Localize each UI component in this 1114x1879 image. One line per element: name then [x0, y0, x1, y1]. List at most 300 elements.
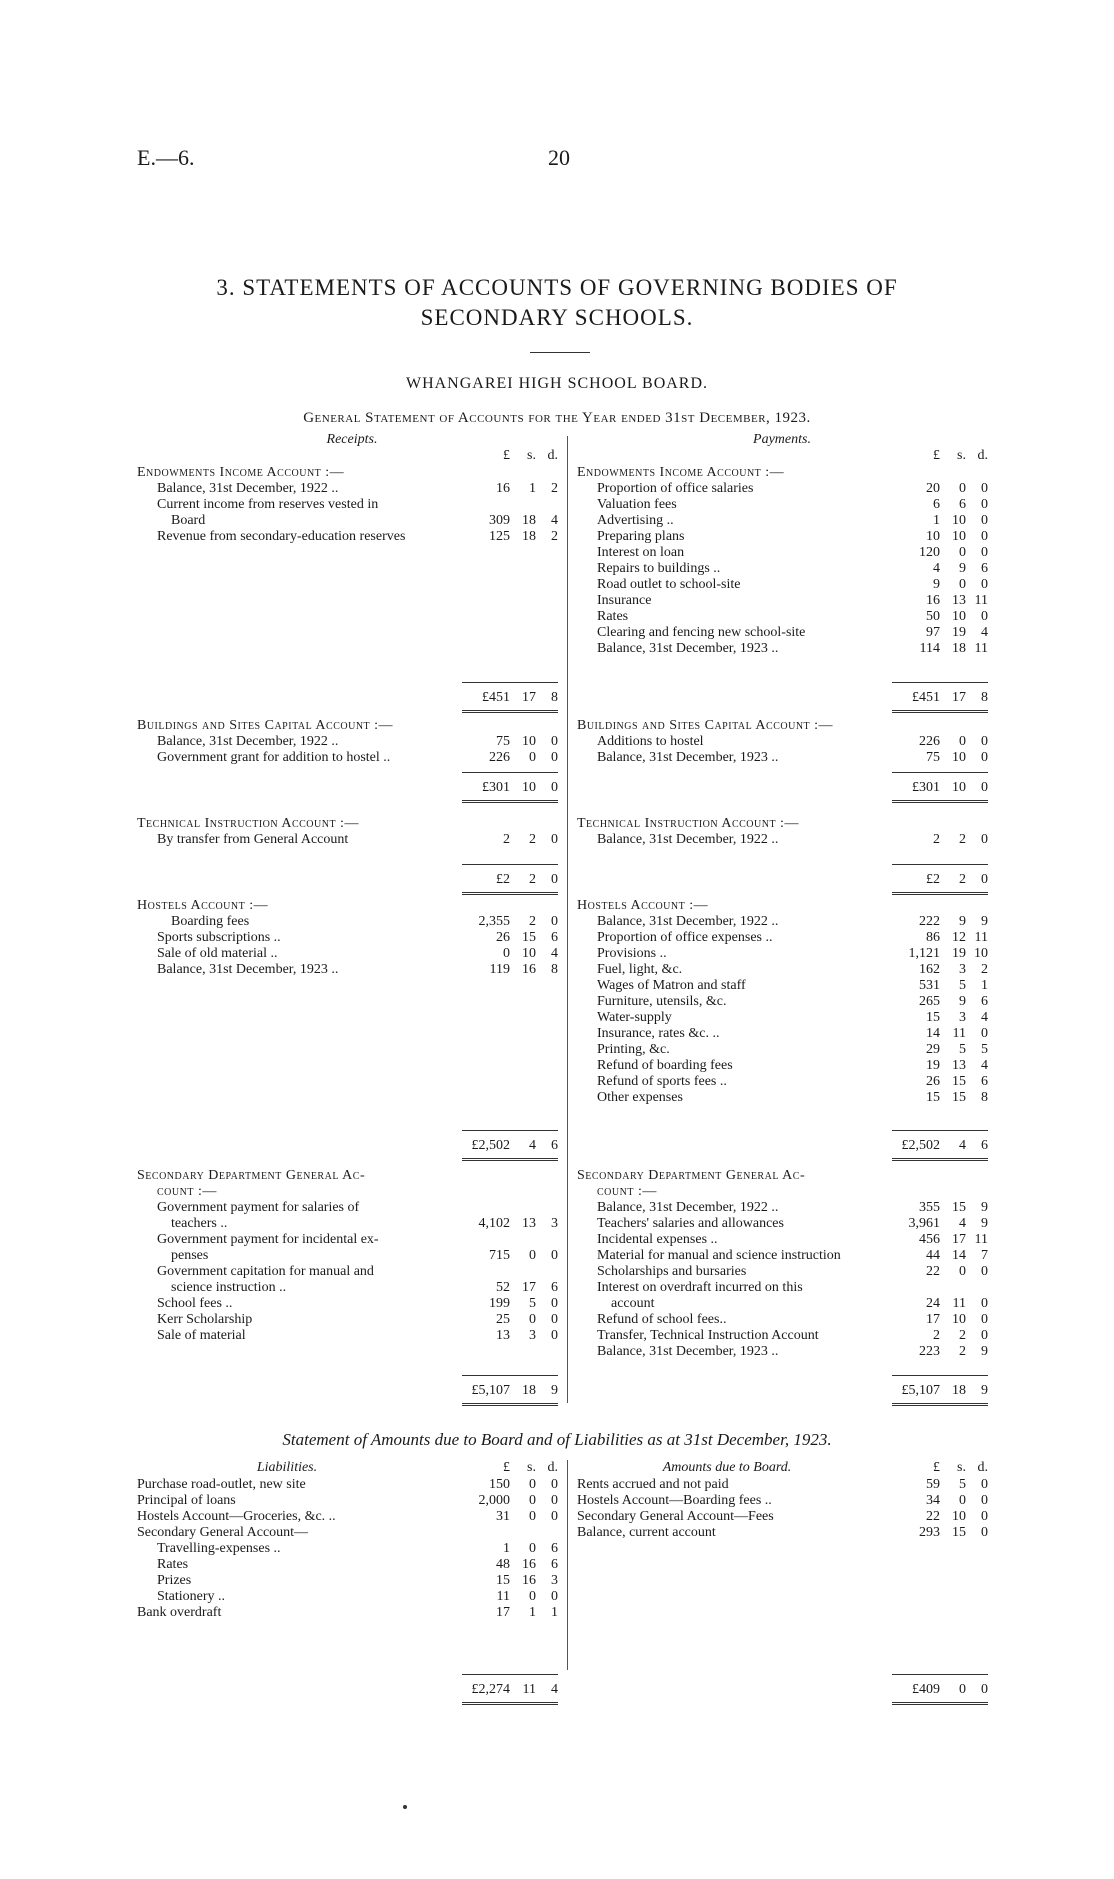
- shillings-value: 17: [522, 1280, 536, 1295]
- pounds-value: 25: [496, 1312, 510, 1327]
- pence-value: 4: [981, 1058, 988, 1073]
- pounds-value: 75: [496, 734, 510, 749]
- pence-value: 0: [981, 1296, 988, 1311]
- total-double-rule: [462, 892, 558, 895]
- pence-value: 9: [981, 1200, 988, 1215]
- pounds-value: 4,102: [478, 1216, 510, 1231]
- pounds-value: 22: [926, 1509, 940, 1524]
- amounts_due-total: [892, 1682, 988, 1698]
- account-row: [577, 930, 987, 946]
- shillings-value: 15: [952, 1074, 966, 1089]
- shillings-value: 0: [529, 1509, 536, 1524]
- shillings-value: 0: [959, 1493, 966, 1508]
- pounds-value: 52: [496, 1280, 510, 1295]
- pence-value: 11: [974, 641, 988, 656]
- shillings-value: 0: [529, 1589, 536, 1604]
- pence-value: 0: [981, 1026, 988, 1041]
- section-title: Buildings and Sites Capital Account :—: [137, 718, 394, 733]
- pence-value: 0: [981, 1264, 988, 1279]
- pence-value: 2: [551, 529, 558, 544]
- account-row: [137, 1216, 557, 1232]
- pounds-value: 86: [926, 930, 940, 945]
- pence-value: 0: [551, 1589, 558, 1604]
- row-label: Stationery ..: [157, 1589, 226, 1604]
- total-double-rule: [892, 1702, 988, 1705]
- pence-value: 0: [981, 1312, 988, 1327]
- pounds-value: 22: [926, 1264, 940, 1279]
- amounts-due-heading: Amounts due to Board.: [662, 1460, 792, 1475]
- pence-value: 9: [551, 1383, 558, 1398]
- pounds-value: 265: [919, 994, 940, 1009]
- receipts-section-4: [137, 1168, 557, 1344]
- shillings-value: 10: [952, 529, 966, 544]
- row-label: Government payment for salaries of: [157, 1200, 360, 1215]
- shillings-value: 15: [952, 1200, 966, 1215]
- section-title: Secondary Department General Ac-: [577, 1168, 806, 1183]
- total-rule: [462, 1674, 558, 1675]
- account-row: [577, 1264, 987, 1280]
- total-rule: [462, 864, 558, 865]
- pence-value: 0: [981, 481, 988, 496]
- row-label: science instruction ..: [171, 1280, 287, 1295]
- payments-total-2: [892, 872, 988, 888]
- row-label: Rates: [597, 609, 629, 624]
- shillings-value: 2: [959, 1328, 966, 1343]
- row-label: Advertising ..: [597, 513, 674, 528]
- pence-value: 4: [551, 513, 558, 528]
- total-double-rule: [462, 800, 558, 803]
- account-row: [577, 994, 987, 1010]
- pence-value: 11: [974, 1232, 988, 1247]
- shillings-value: 10: [952, 1312, 966, 1327]
- amounts-column-divider: [567, 1460, 568, 1670]
- pence-value: 9: [981, 1344, 988, 1359]
- total-double-rule: [462, 1403, 558, 1406]
- row-label: Government grant for addition to hostel ..: [157, 750, 391, 765]
- row-label: By transfer from General Account: [157, 832, 349, 847]
- receipts-total-3: [462, 1138, 558, 1154]
- pounds-value: 293: [919, 1525, 940, 1540]
- shillings-value: 10: [522, 734, 536, 749]
- receipts-section-1: [137, 718, 557, 766]
- amounts_due-list: [577, 1477, 997, 1541]
- pence-value: 8: [551, 690, 558, 705]
- total-double-rule: [892, 1158, 988, 1161]
- account-row: [137, 513, 557, 529]
- pounds-value: 16: [926, 593, 940, 608]
- amounts-money-headings: [892, 1460, 988, 1476]
- pounds-value: 222: [919, 914, 940, 929]
- pounds-value: 0: [503, 946, 510, 961]
- board-name: WHANGAREI HIGH SCHOOL BOARD.: [405, 375, 709, 392]
- account-row: [577, 734, 987, 750]
- pence-value: 6: [551, 1541, 558, 1556]
- pounds-value: 456: [919, 1232, 940, 1247]
- account-row: [137, 497, 557, 513]
- row-label: Sale of material: [157, 1328, 246, 1343]
- shillings-value: 1: [529, 481, 536, 496]
- payments-total-4: [892, 1383, 988, 1399]
- row-label: Government payment for incidental ex-: [157, 1232, 379, 1247]
- pence-value: 4: [551, 946, 558, 961]
- pence-value: 3: [551, 1573, 558, 1588]
- account-row: [577, 946, 987, 962]
- row-label: Balance, 31st December, 1922 ..: [597, 832, 779, 847]
- pounds-value: 2: [503, 832, 510, 847]
- shillings-value: 0: [959, 577, 966, 592]
- shillings-value: 10: [952, 750, 966, 765]
- pence-value: 0: [981, 780, 988, 795]
- amount-row: [577, 1525, 997, 1541]
- row-label: Revenue from secondary-education reserves: [157, 529, 406, 544]
- account-row: [577, 497, 987, 513]
- pence-value: 0: [981, 577, 988, 592]
- total-rule: [892, 772, 988, 773]
- pence-value: 0: [551, 734, 558, 749]
- account-row: [577, 1296, 987, 1312]
- shillings-heading: s.: [527, 448, 536, 463]
- shillings-value: 9: [959, 561, 966, 576]
- row-label: Printing, &c.: [597, 1042, 670, 1057]
- liabilities-list: [137, 1477, 557, 1621]
- pence-value: 11: [974, 593, 988, 608]
- shillings-value: 16: [522, 1557, 536, 1572]
- pounds-value: 150: [489, 1477, 510, 1492]
- shillings-value: 5: [529, 1296, 536, 1311]
- row-label: Wages of Matron and staff: [597, 978, 746, 993]
- pounds-value: 125: [489, 529, 510, 544]
- account-row: [577, 593, 987, 609]
- shillings-value: 3: [529, 1328, 536, 1343]
- pence-value: 6: [981, 561, 988, 576]
- pounds-value: 15: [496, 1573, 510, 1588]
- shillings-value: 1: [529, 1605, 536, 1620]
- amount-row: [137, 1557, 557, 1573]
- row-label: Travelling-expenses ..: [157, 1541, 281, 1556]
- row-label: Insurance: [597, 593, 652, 608]
- row-label: Balance, 31st December, 1923 ..: [157, 962, 339, 977]
- total-rule: [462, 1130, 558, 1131]
- row-label: Rents accrued and not paid: [577, 1477, 729, 1492]
- section-title-cont: count :—: [157, 1184, 217, 1199]
- pounds-heading: £: [933, 1460, 940, 1475]
- pounds-value: 223: [919, 1344, 940, 1359]
- row-label: Valuation fees: [597, 497, 677, 512]
- pence-value: 6: [551, 930, 558, 945]
- amount-row: [137, 1509, 557, 1525]
- total-rule: [462, 772, 558, 773]
- row-label: School fees ..: [157, 1296, 233, 1311]
- shillings-value: 13: [522, 1216, 536, 1231]
- pounds-value: 9: [933, 577, 940, 592]
- shillings-value: 0: [959, 481, 966, 496]
- row-label: account: [611, 1296, 655, 1311]
- pounds-value: 2: [933, 832, 940, 847]
- shillings-value: 17: [952, 1232, 966, 1247]
- row-label: Proportion of office salaries: [597, 481, 754, 496]
- row-label: Hostels Account—Groceries, &c. ..: [137, 1509, 336, 1524]
- payments-section-0: [577, 465, 987, 657]
- account-row: [577, 1026, 987, 1042]
- pence-value: 8: [981, 690, 988, 705]
- receipts-money-headings: [462, 448, 558, 464]
- pounds-value: 1: [503, 1541, 510, 1556]
- pounds-value: £409: [912, 1682, 940, 1697]
- pounds-value: 15: [926, 1010, 940, 1025]
- pence-value: 0: [981, 734, 988, 749]
- account-row: [577, 561, 987, 577]
- total-rule: [462, 682, 558, 683]
- pence-value: 0: [981, 609, 988, 624]
- pounds-value: 226: [489, 750, 510, 765]
- amount-row: [577, 1477, 997, 1493]
- pounds-value: 2,000: [478, 1493, 510, 1508]
- pounds-value: 13: [496, 1328, 510, 1343]
- row-label: Incidental expenses ..: [597, 1232, 718, 1247]
- pounds-value: 2: [933, 1328, 940, 1343]
- total-double-rule: [462, 1158, 558, 1161]
- shillings-value: 10: [952, 609, 966, 624]
- receipts-total-2: [462, 872, 558, 888]
- receipts-total-0: [462, 690, 558, 706]
- payments-heading: Payments.: [753, 432, 811, 447]
- row-label: Preparing plans: [597, 529, 685, 544]
- shillings-value: 18: [952, 1383, 966, 1398]
- pounds-value: 44: [926, 1248, 940, 1263]
- shillings-value: 11: [952, 1026, 966, 1041]
- shillings-value: 19: [952, 946, 966, 961]
- pounds-value: 114: [919, 641, 940, 656]
- shillings-value: 17: [522, 690, 536, 705]
- amount-row: [137, 1525, 557, 1541]
- row-label: Fuel, light, &c.: [597, 962, 683, 977]
- amount-row: [577, 1493, 997, 1509]
- pounds-value: £5,107: [471, 1383, 510, 1398]
- account-row: [137, 914, 557, 930]
- account-row: [137, 832, 557, 848]
- shillings-value: 11: [952, 1296, 966, 1311]
- pounds-value: 14: [926, 1026, 940, 1041]
- pounds-value: 3,961: [908, 1216, 940, 1231]
- row-label: Balance, 31st December, 1923 ..: [597, 641, 779, 656]
- pence-value: 4: [981, 1010, 988, 1025]
- account-row: [577, 513, 987, 529]
- account-row: [577, 914, 987, 930]
- section-title: Hostels Account :—: [137, 898, 269, 913]
- total-double-rule: [892, 800, 988, 803]
- row-label: Secondary General Account—: [137, 1525, 309, 1540]
- pounds-value: 15: [926, 1090, 940, 1105]
- account-row: [137, 1328, 557, 1344]
- row-label: Water-supply: [597, 1010, 672, 1025]
- shillings-value: 2: [959, 872, 966, 887]
- pence-value: 0: [551, 1493, 558, 1508]
- pounds-value: £451: [482, 690, 510, 705]
- shillings-value: 4: [529, 1138, 536, 1153]
- total-rule: [892, 1130, 988, 1131]
- section-title: Endowments Income Account :—: [137, 465, 345, 480]
- account-row: [577, 962, 987, 978]
- shillings-value: 10: [952, 1509, 966, 1524]
- pence-value: 6: [551, 1280, 558, 1295]
- total-double-rule: [892, 710, 988, 713]
- pounds-value: 1: [933, 513, 940, 528]
- account-row: [137, 962, 557, 978]
- stray-mark: [403, 1805, 407, 1809]
- account-row: [577, 1232, 987, 1248]
- pounds-heading: £: [503, 1460, 510, 1475]
- pence-value: 0: [981, 1477, 988, 1492]
- pounds-value: 16: [496, 481, 510, 496]
- shillings-value: 10: [522, 780, 536, 795]
- shillings-value: 10: [522, 946, 536, 961]
- pounds-value: £451: [912, 690, 940, 705]
- shillings-value: 0: [529, 1248, 536, 1263]
- row-label: Government capitation for manual and: [157, 1264, 374, 1279]
- pence-value: 0: [981, 872, 988, 887]
- pence-value: 2: [981, 962, 988, 977]
- pence-value: 6: [981, 994, 988, 1009]
- total-double-rule: [462, 1702, 558, 1705]
- row-label: Balance, 31st December, 1922 ..: [597, 914, 779, 929]
- row-label: Furniture, utensils, &c.: [597, 994, 727, 1009]
- row-label: Interest on overdraft incurred on this: [597, 1280, 803, 1295]
- pounds-value: 31: [496, 1509, 510, 1524]
- pounds-value: 19: [926, 1058, 940, 1073]
- shillings-value: 0: [959, 1682, 966, 1697]
- row-label: Secondary General Account—Fees: [577, 1509, 774, 1524]
- pence-value: 0: [981, 832, 988, 847]
- row-label: Sale of old material ..: [157, 946, 278, 961]
- pounds-value: £2,274: [471, 1682, 510, 1697]
- account-row: [577, 625, 987, 641]
- shillings-value: 2: [529, 832, 536, 847]
- account-row: [137, 946, 557, 962]
- pence-value: 10: [974, 946, 988, 961]
- pence-heading: d.: [547, 1460, 558, 1475]
- pence-value: 0: [981, 1682, 988, 1697]
- shillings-value: 4: [959, 1138, 966, 1153]
- pounds-value: £2,502: [471, 1138, 510, 1153]
- pounds-value: 6: [933, 497, 940, 512]
- account-row: [577, 1042, 987, 1058]
- page-number: 20: [548, 145, 570, 170]
- account-row: [577, 750, 987, 766]
- row-label: Scholarships and bursaries: [597, 1264, 747, 1279]
- total-rule: [892, 1674, 988, 1675]
- row-label: Insurance, rates &c. ..: [597, 1026, 720, 1041]
- shillings-value: 3: [959, 962, 966, 977]
- row-label: Bank overdraft: [137, 1605, 222, 1620]
- row-label: Refund of boarding fees: [597, 1058, 733, 1073]
- payments-total-0: [892, 690, 988, 706]
- shillings-value: 10: [952, 780, 966, 795]
- shillings-value: 2: [959, 832, 966, 847]
- amount-row: [137, 1477, 557, 1493]
- row-label: Balance, 31st December, 1923 ..: [597, 1344, 779, 1359]
- pounds-value: £2: [926, 872, 940, 887]
- pounds-value: 59: [926, 1477, 940, 1492]
- row-label: Refund of school fees..: [597, 1312, 727, 1327]
- pounds-value: 1,121: [908, 946, 940, 961]
- pounds-value: 11: [496, 1589, 510, 1604]
- pence-value: 0: [551, 1248, 558, 1263]
- pounds-value: 309: [489, 513, 510, 528]
- pence-value: 0: [551, 1312, 558, 1327]
- total-rule: [462, 1375, 558, 1376]
- pence-value: 5: [981, 1042, 988, 1057]
- pence-value: 1: [981, 978, 988, 993]
- shillings-value: 0: [529, 1312, 536, 1327]
- main-title-line2: SECONDARY SCHOOLS.: [420, 305, 694, 330]
- row-label: penses: [171, 1248, 209, 1263]
- pence-value: 6: [551, 1138, 558, 1153]
- pounds-value: 75: [926, 750, 940, 765]
- shillings-value: 0: [959, 545, 966, 560]
- section-title: Hostels Account :—: [577, 898, 709, 913]
- account-row: [577, 609, 987, 625]
- liabilities-heading: Liabilities.: [256, 1460, 318, 1475]
- account-row: [577, 1010, 987, 1026]
- pounds-value: 119: [489, 962, 510, 977]
- pence-value: 0: [551, 1477, 558, 1492]
- account-row: [137, 1248, 557, 1264]
- pounds-value: £301: [912, 780, 940, 795]
- receipts-section-0: [137, 465, 557, 545]
- pence-value: 0: [551, 1328, 558, 1343]
- section-title: Endowments Income Account :—: [577, 465, 785, 480]
- pounds-value: 355: [919, 1200, 940, 1215]
- shillings-value: 17: [952, 690, 966, 705]
- pence-value: 7: [981, 1248, 988, 1263]
- amount-row: [137, 1493, 557, 1509]
- account-row: [577, 1058, 987, 1074]
- account-row: [577, 545, 987, 561]
- account-row: [577, 1248, 987, 1264]
- row-label: Balance, current account: [577, 1525, 716, 1540]
- shillings-heading: s.: [957, 448, 966, 463]
- payments-section-2: [577, 816, 987, 848]
- row-label: Material for manual and science instruction: [597, 1248, 841, 1263]
- account-row: [137, 1264, 557, 1280]
- receipts-total-4: [462, 1383, 558, 1399]
- shillings-value: 18: [522, 1383, 536, 1398]
- shillings-value: 15: [952, 1525, 966, 1540]
- shillings-value: 0: [529, 1493, 536, 1508]
- shillings-value: 0: [529, 750, 536, 765]
- pounds-value: 48: [496, 1557, 510, 1572]
- total-rule: [892, 1375, 988, 1376]
- pounds-value: 715: [489, 1248, 510, 1263]
- section-title: Technical Instruction Account :—: [137, 816, 359, 831]
- shillings-value: 13: [952, 593, 966, 608]
- row-label: Boarding fees: [171, 914, 250, 929]
- shillings-value: 3: [959, 1010, 966, 1025]
- pence-value: 0: [551, 1296, 558, 1311]
- pence-value: 0: [981, 545, 988, 560]
- amount-row: [137, 1589, 557, 1605]
- shillings-value: 11: [522, 1682, 536, 1697]
- section-title: Secondary Department General Ac-: [137, 1168, 366, 1183]
- pounds-value: 10: [926, 529, 940, 544]
- row-label: Rates: [157, 1557, 189, 1572]
- payments-section-4: [577, 1168, 987, 1360]
- pounds-value: 120: [919, 545, 940, 560]
- section-title: Technical Instruction Account :—: [577, 816, 799, 831]
- amounts-statement-title: Statement of Amounts due to Board and of Liabilities as at 31st December, 1923.: [282, 1430, 832, 1449]
- pence-value: 0: [981, 1525, 988, 1540]
- pounds-value: 26: [926, 1074, 940, 1089]
